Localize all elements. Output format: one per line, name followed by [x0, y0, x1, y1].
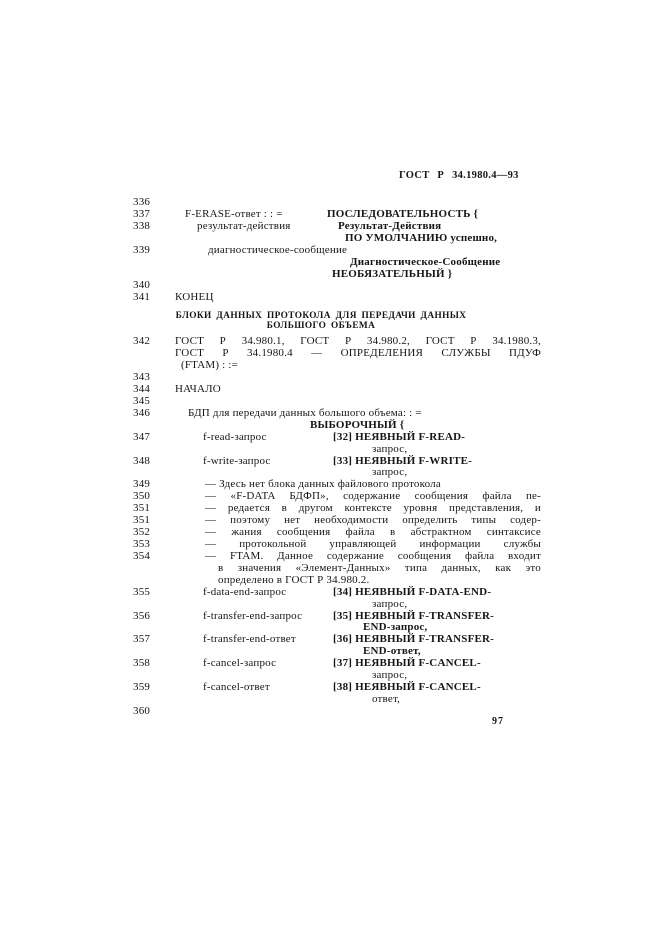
keyword-definition: [38] НЕЯВНЫЙ F-CANCEL-: [333, 681, 481, 694]
line-number: 360: [133, 704, 151, 717]
doc-line: [133, 291, 541, 304]
line-number: 351: [133, 514, 151, 527]
running-header: ГОСТ Р 34.1980.4—93: [399, 170, 519, 181]
doc-line: [175, 575, 541, 587]
statement-term: f-transfer-end-запрос: [203, 609, 303, 622]
definition-continuation: END-запрос,: [363, 621, 428, 634]
doc-line: [133, 382, 541, 396]
keyword-definition: [34] НЕЯВНЫЙ F-DATA-END-: [333, 585, 492, 598]
comment-line: — FTAM. Данное содержание сообщения файла входит: [205, 549, 541, 562]
statement-term: f-data-end-запрос: [203, 585, 287, 598]
comment-line: — Здесь нет блока данных файлового протокола: [205, 478, 441, 491]
keyword-definition: [36] НЕЯВНЫЙ F-TRANSFER-: [333, 633, 495, 646]
keyword-definition: ПОСЛЕДОВАТЕЛЬНОСТЬ {: [327, 207, 479, 220]
line-number: 343: [133, 371, 151, 384]
doc-line: [133, 657, 541, 670]
doc-line: [133, 633, 541, 646]
doc-line: [133, 279, 541, 292]
statement-text: БДП для передачи данных большого объема: : =: [188, 406, 422, 419]
keyword-definition: [37] НЕЯВНЫЙ F-CANCEL-: [333, 657, 481, 670]
doc-line: [175, 444, 541, 456]
section-heading: БОЛЬШОГО ОБЪЕМА: [266, 321, 376, 332]
definition-continuation: END-ответ,: [363, 645, 421, 658]
line-number: 355: [133, 585, 151, 598]
line-number: 342: [133, 335, 151, 348]
doc-line: [175, 360, 541, 372]
page-number: 97: [492, 716, 504, 727]
line-number: 336: [133, 196, 151, 208]
line-number: 340: [133, 279, 151, 292]
line-number: 339: [133, 243, 151, 256]
line-number: 338: [133, 219, 151, 232]
statement-text: ГОСТ Р 34.980.1, ГОСТ Р 34.980.2, ГОСТ Р 34.1980.3,: [175, 335, 541, 348]
line-number: 354: [133, 549, 151, 562]
line-number: 350: [133, 490, 151, 503]
line-number: 357: [133, 633, 151, 646]
doc-line: [175, 563, 541, 575]
comment-line: — протокольной управляющей информации службы: [205, 537, 541, 550]
doc-line: [133, 371, 541, 384]
line-number: 341: [133, 291, 151, 304]
keyword-definition: [35] НЕЯВНЫЙ F-TRANSFER-: [333, 609, 495, 622]
statement-text: КОНЕЦ: [175, 291, 214, 304]
statement-term: f-transfer-end-ответ: [203, 633, 296, 646]
doc-line: [133, 454, 541, 468]
doc-line: [175, 599, 541, 611]
comment-line: — редается в другом контексте уровня представления, и: [205, 502, 541, 515]
doc-line: [175, 233, 541, 245]
line-number: 348: [133, 454, 151, 467]
statement-term: F-ERASE-ответ : : =: [185, 207, 283, 220]
statement-term: результат-действия: [197, 219, 291, 232]
definition-continuation: запрос,: [372, 669, 408, 682]
line-number: 356: [133, 609, 151, 622]
doc-line: [133, 430, 541, 444]
line-number: 347: [133, 430, 151, 443]
line-number: 349: [133, 478, 151, 491]
statement-continuation: ГОСТ Р 34.1980.4 — ОПРЕДЕЛЕНИЯ СЛУЖБЫ ПДУФ: [175, 347, 541, 360]
line-number: 358: [133, 657, 151, 670]
doc-line: [133, 609, 541, 623]
comment-continuation: в значения «Элемент-Данных» типа данных, как это: [218, 561, 541, 574]
section-heading: БЛОКИ ДАННЫХ ПРОТОКОЛА ДЛЯ ПЕРЕДАЧИ ДАННЫХ: [175, 311, 467, 322]
definition-continuation: ПО УМОЛЧАНИЮ успешно,: [345, 231, 498, 244]
line-number: 353: [133, 537, 151, 550]
statement-term: f-cancel-запрос: [203, 657, 277, 670]
comment-line: — «F-DATA БДФП», содержание сообщения файла пе-: [205, 490, 541, 503]
keyword-definition: [32] НЕЯВНЫЙ F-READ-: [333, 430, 466, 443]
doc-line: [133, 585, 541, 599]
line-number: 344: [133, 382, 151, 395]
statement-text: НАЧАЛО: [175, 382, 221, 395]
definition-continuation: запрос,: [372, 442, 408, 455]
document-body: [133, 196, 541, 718]
definition-continuation: ответ,: [372, 692, 401, 705]
statement-term: f-write-запрос: [203, 454, 271, 467]
statement-term: f-read-запрос: [203, 430, 267, 443]
keyword-definition: [33] НЕЯВНЫЙ F-WRITE-: [333, 454, 473, 467]
doc-line: [175, 269, 541, 281]
line-number: 346: [133, 406, 151, 419]
statement-term: f-cancel-ответ: [203, 681, 270, 694]
doc-line: [133, 406, 541, 420]
line-number: 352: [133, 526, 151, 539]
definition-continuation: НЕОБЯЗАТЕЛЬНЫЙ }: [332, 267, 453, 280]
doc-line: [175, 322, 541, 332]
comment-continuation: определено в ГОСТ Р 34.980.2.: [218, 573, 370, 586]
doc-line: [133, 243, 541, 257]
doc-line: [175, 420, 541, 432]
line-number: 345: [133, 394, 151, 407]
keyword-definition: Результат-Действия: [338, 219, 442, 232]
doc-line: [175, 694, 541, 706]
statement-term: диагностическое-сообщение: [208, 243, 348, 256]
comment-line: — жания сообщения файла в абстрактном синтаксисе: [205, 526, 541, 539]
definition-continuation: Диагностическое-Сообщение: [350, 255, 501, 268]
definition-continuation: ВЫБОРОЧНЫЙ {: [310, 418, 405, 431]
doc-line: [133, 681, 541, 694]
line-number: 359: [133, 681, 151, 694]
doc-line: [175, 257, 541, 269]
statement-continuation: (FTAM) : :=: [181, 359, 239, 372]
definition-continuation: запрос,: [372, 597, 408, 610]
doc-line: [133, 704, 541, 718]
line-number: 337: [133, 207, 151, 220]
comment-line: — поэтому нет необходимости определить типы содер-: [205, 514, 541, 527]
line-number: 351: [133, 502, 151, 515]
definition-continuation: запрос,: [372, 466, 408, 479]
doc-line: [133, 219, 541, 233]
